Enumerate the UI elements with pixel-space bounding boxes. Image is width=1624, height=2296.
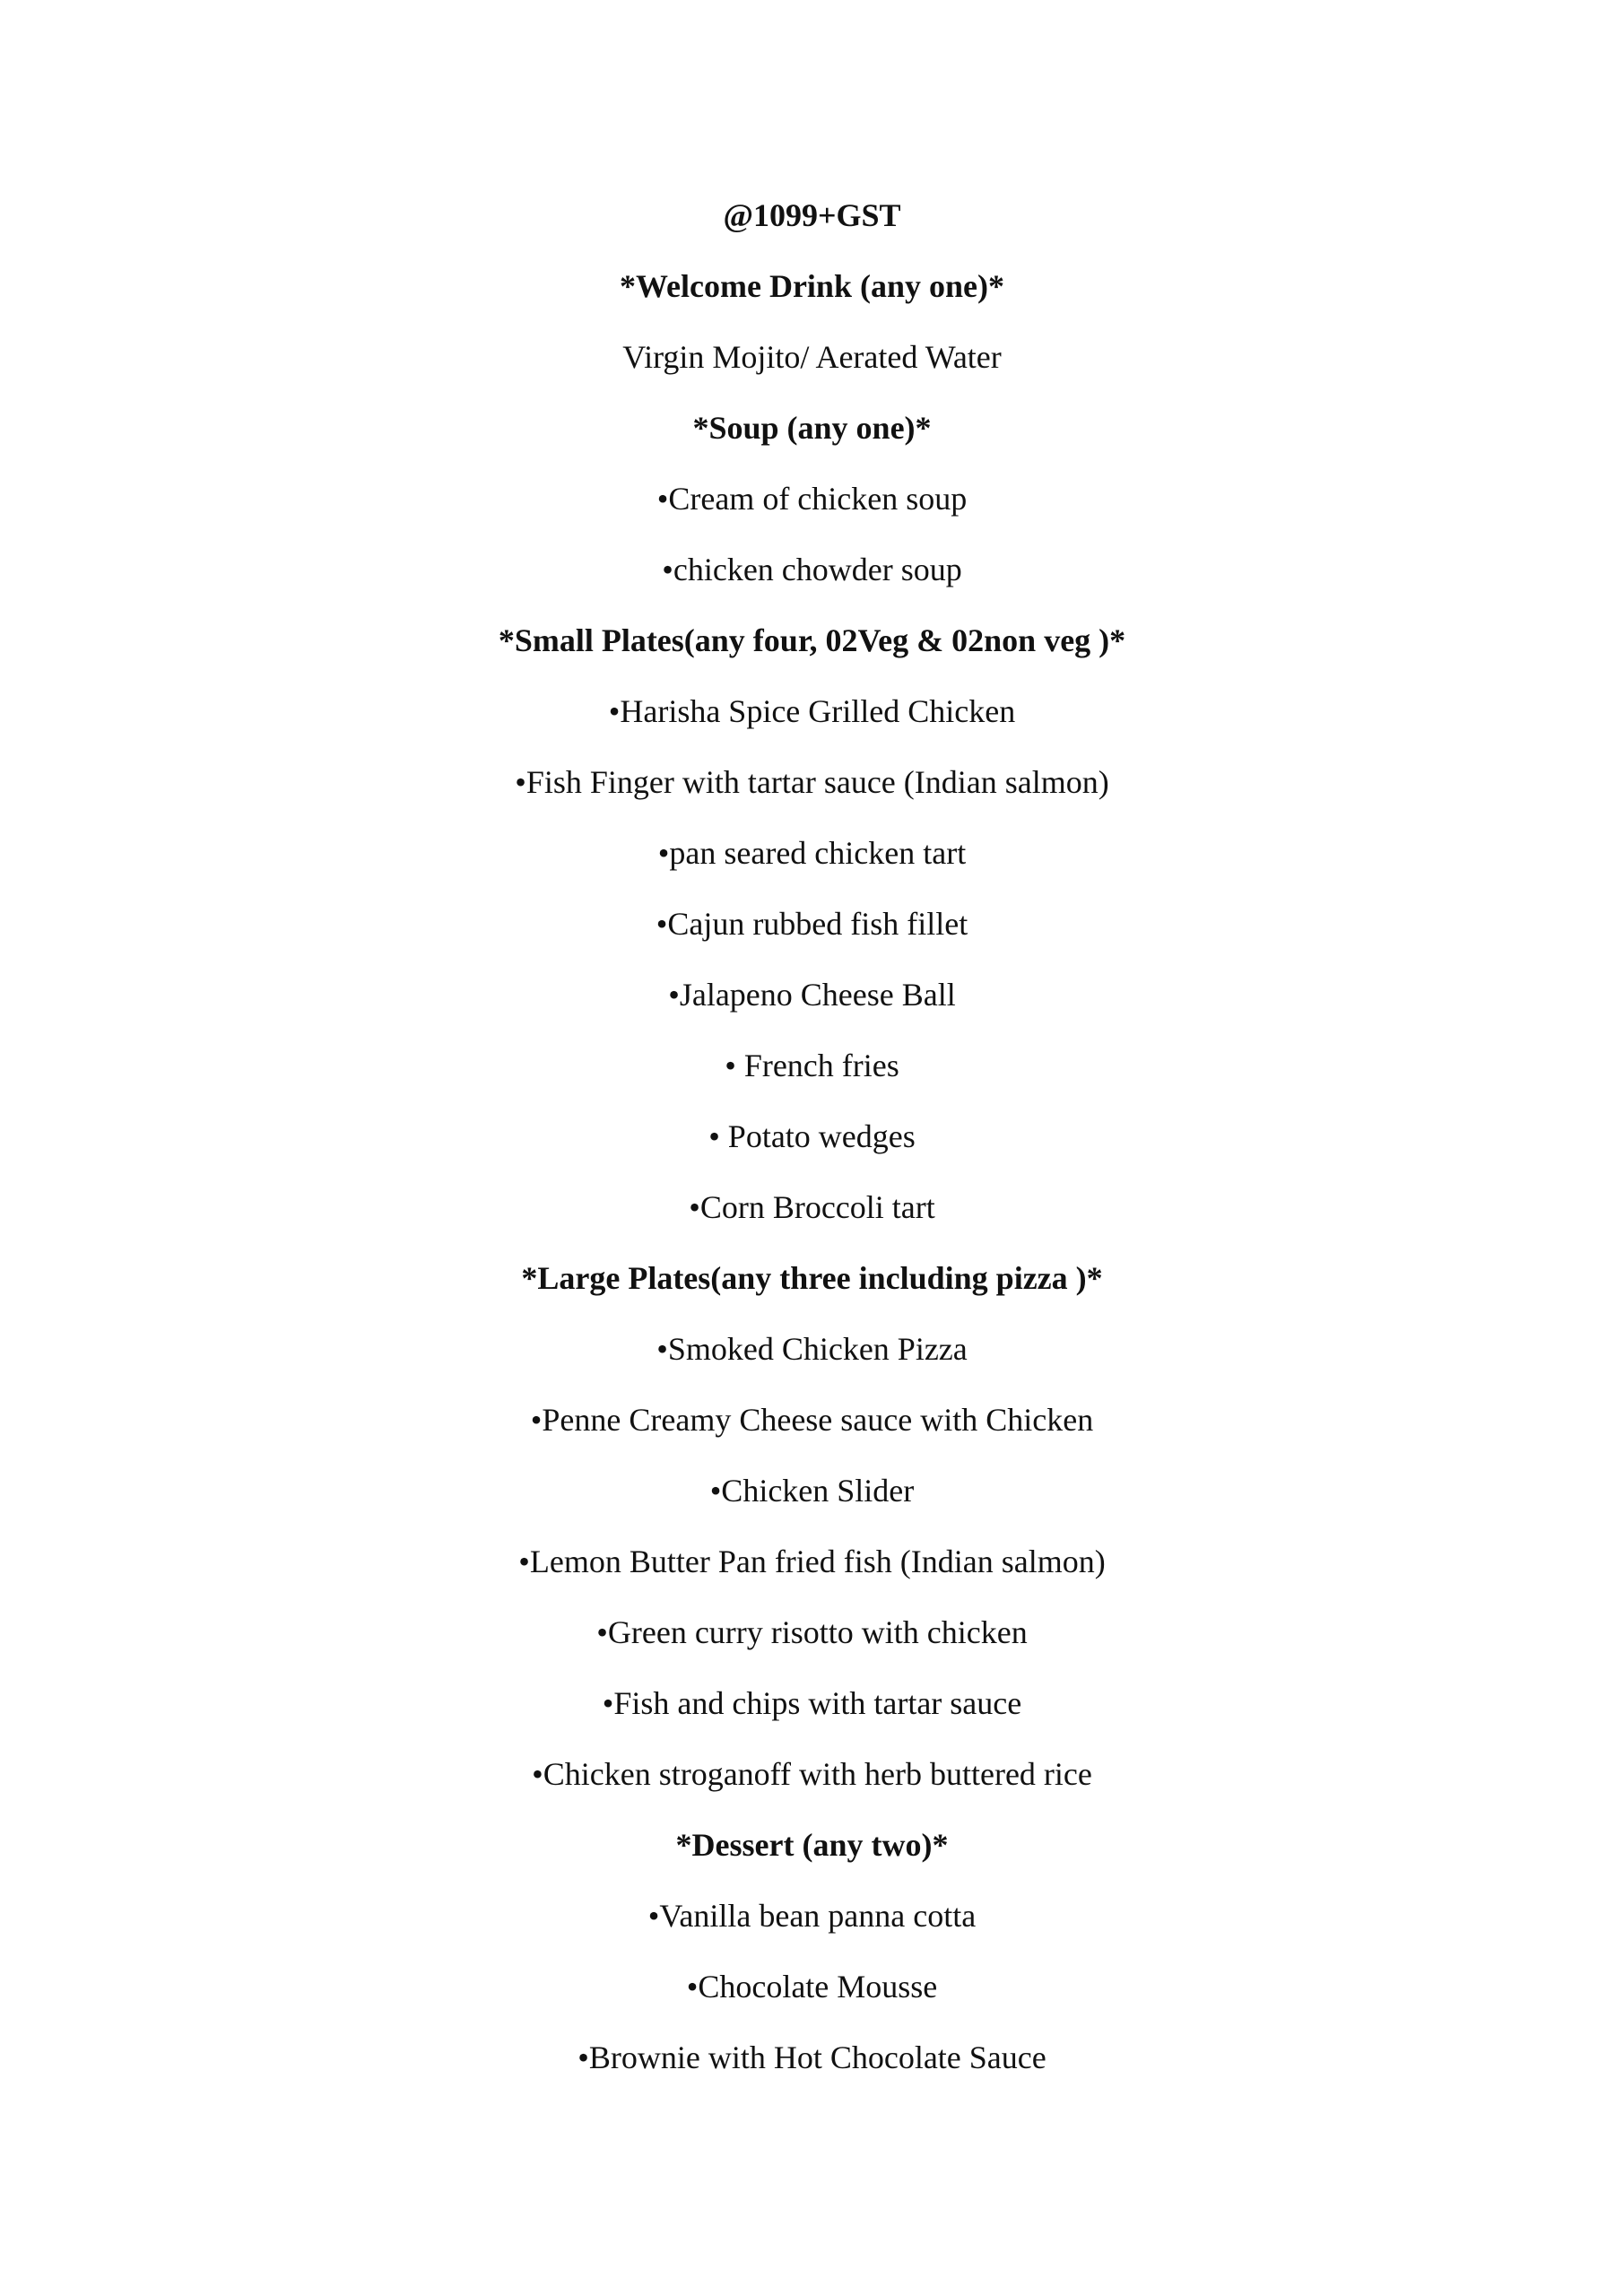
menu-item: Virgin Mojito/ Aerated Water <box>622 339 1002 375</box>
menu-item: •Fish Finger with tartar sauce (Indian salmon) <box>515 764 1109 800</box>
section-heading-small-plates: *Small Plates(any four, 02Veg & 02non veg )* <box>498 622 1126 658</box>
menu-item: • French fries <box>725 1048 899 1083</box>
menu-item: •Harisha Spice Grilled Chicken <box>608 693 1016 729</box>
section-heading-large-plates: *Large Plates(any three including pizza )* <box>521 1260 1103 1296</box>
section-heading-welcome-drink: *Welcome Drink (any one)* <box>620 268 1004 304</box>
menu-item: •Smoked Chicken Pizza <box>656 1331 968 1367</box>
menu-item: •Chicken stroganoff with herb buttered rice <box>532 1756 1092 1792</box>
menu-item: • Potato wedges <box>708 1118 916 1154</box>
menu-item: •chicken chowder soup <box>662 552 962 587</box>
menu-item: •Brownie with Hot Chocolate Sauce <box>578 2039 1046 2075</box>
section-heading-soup: *Soup (any one)* <box>692 410 932 446</box>
menu-item: •Jalapeno Cheese Ball <box>668 977 956 1013</box>
menu-item: •pan seared chicken tart <box>657 835 967 871</box>
price-line: @1099+GST <box>723 197 901 233</box>
menu-item: •Lemon Butter Pan fried fish (Indian salmon) <box>518 1544 1106 1579</box>
menu-item: •Vanilla bean panna cotta <box>647 1898 977 1934</box>
menu-item: •Penne Creamy Cheese sauce with Chicken <box>530 1402 1094 1438</box>
section-heading-dessert: *Dessert (any two)* <box>675 1827 949 1863</box>
menu-item: •Fish and chips with tartar sauce <box>602 1685 1022 1721</box>
menu-item: •Cream of chicken soup <box>656 481 968 517</box>
menu-item: •Green curry risotto with chicken <box>596 1614 1028 1650</box>
menu-item: •Corn Broccoli tart <box>689 1189 935 1225</box>
menu-item: •Chicken Slider <box>709 1473 915 1509</box>
menu-item: •Cajun rubbed fish fillet <box>656 906 968 942</box>
menu-item: •Chocolate Mousse <box>686 1969 938 2005</box>
